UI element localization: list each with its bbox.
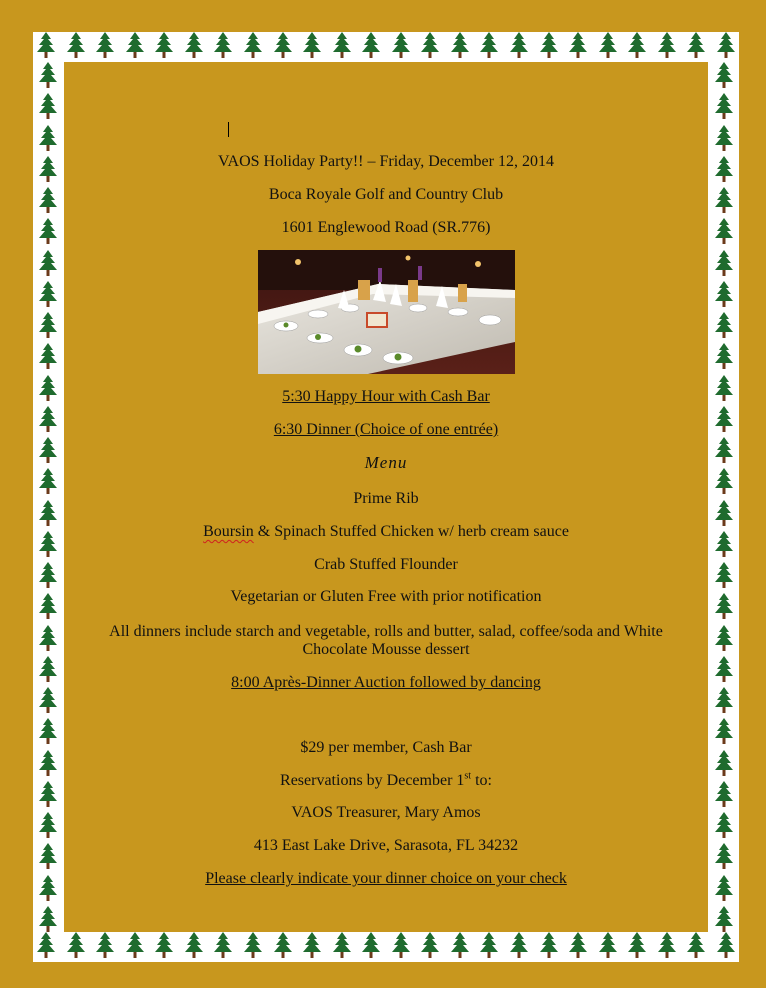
- pine-tree-icon: [715, 406, 733, 432]
- treasurer-address: 413 East Lake Drive, Sarasota, FL 34232: [253, 837, 519, 854]
- pine-tree-icon: [39, 562, 57, 588]
- pine-tree-icon: [715, 468, 733, 494]
- pine-tree-icon: [39, 656, 57, 682]
- pine-tree-icon: [715, 312, 733, 338]
- pine-tree-icon: [715, 718, 733, 744]
- pine-tree-icon: [39, 812, 57, 838]
- pine-tree-icon: [274, 932, 292, 962]
- pine-tree-icon: [510, 932, 528, 962]
- pine-tree-icon: [569, 932, 587, 962]
- pine-tree-icon: [96, 32, 114, 62]
- pine-tree-icon: [540, 932, 558, 962]
- pine-tree-icon: [392, 32, 410, 62]
- pine-tree-icon: [214, 932, 232, 962]
- pine-tree-icon: [715, 281, 733, 307]
- pine-tree-icon: [715, 656, 733, 682]
- text-cursor: [228, 122, 229, 137]
- pine-tree-icon: [715, 687, 733, 713]
- pine-tree-icon: [39, 437, 57, 463]
- pine-tree-icon: [715, 625, 733, 651]
- pine-tree-icon: [715, 812, 733, 838]
- pine-tree-icon: [569, 32, 587, 62]
- pine-tree-icon: [392, 932, 410, 962]
- pine-tree-icon: [39, 93, 57, 119]
- menu-heading: Menu: [364, 453, 408, 472]
- pine-tree-icon: [39, 468, 57, 494]
- pine-tree-icon: [214, 32, 232, 62]
- tree-border-right: [709, 62, 739, 932]
- pine-tree-icon: [39, 718, 57, 744]
- pine-tree-icon: [715, 562, 733, 588]
- pine-tree-icon: [540, 32, 558, 62]
- pine-tree-icon: [333, 932, 351, 962]
- pine-tree-icon: [715, 437, 733, 463]
- pine-tree-icon: [715, 218, 733, 244]
- happy-hour-line: 5:30 Happy Hour with Cash Bar: [282, 388, 490, 405]
- pine-tree-icon: [715, 375, 733, 401]
- event-title: VAOS Holiday Party!! – Friday, December 12, 2014: [218, 153, 554, 170]
- banquet-table-photo: [258, 250, 515, 374]
- instruction-line: Please clearly indicate your dinner choice on your check: [205, 870, 567, 887]
- pine-tree-icon: [717, 932, 735, 962]
- pine-tree-icon: [37, 932, 55, 962]
- pine-tree-icon: [39, 593, 57, 619]
- menu-item-chicken-text: & Spinach Stuffed Chicken w/ herb cream sauce: [253, 523, 569, 540]
- pine-tree-icon: [39, 250, 57, 276]
- pine-tree-icon: [39, 218, 57, 244]
- pine-tree-icon: [67, 32, 85, 62]
- pine-tree-icon: [39, 375, 57, 401]
- pine-tree-icon: [39, 406, 57, 432]
- pine-tree-icon: [39, 62, 57, 88]
- pine-tree-icon: [39, 843, 57, 869]
- pine-tree-icon: [717, 32, 735, 62]
- tree-border-left: [33, 62, 63, 932]
- pine-tree-icon: [39, 312, 57, 338]
- pine-tree-icon: [480, 32, 498, 62]
- pine-tree-icon: [39, 906, 57, 932]
- pine-tree-icon: [628, 932, 646, 962]
- menu-item-chicken: [64, 523, 708, 541]
- treasurer-line: VAOS Treasurer, Mary Amos: [291, 804, 481, 821]
- venue-name: Boca Royale Golf and Country Club: [268, 186, 504, 203]
- pine-tree-icon: [39, 531, 57, 557]
- pine-tree-icon: [715, 250, 733, 276]
- pine-tree-icon: [185, 932, 203, 962]
- pine-tree-icon: [185, 32, 203, 62]
- reservations-to: to:: [471, 772, 492, 789]
- pine-tree-icon: [687, 932, 705, 962]
- pine-tree-icon: [421, 932, 439, 962]
- reservations-line: [64, 772, 708, 790]
- pine-tree-icon: [451, 932, 469, 962]
- pine-tree-icon: [715, 593, 733, 619]
- pine-tree-icon: [39, 781, 57, 807]
- flyer-content[interactable]: [64, 62, 708, 932]
- pine-tree-icon: [715, 500, 733, 526]
- pine-tree-icon: [39, 625, 57, 651]
- pine-tree-icon: [510, 32, 528, 62]
- pine-tree-icon: [362, 32, 380, 62]
- menu-item-prime-rib: Prime Rib: [353, 490, 419, 507]
- pine-tree-icon: [67, 932, 85, 962]
- dinner-includes: All dinners include starch and vegetable, rolls and butter, salad, coffee/soda and White Chocolate Mousse dessert: [109, 623, 663, 658]
- pine-tree-icon: [715, 531, 733, 557]
- menu-item-vegetarian: Vegetarian or Gluten Free with prior notification: [230, 588, 542, 605]
- tree-border-top: [33, 32, 739, 62]
- pine-tree-icon: [39, 187, 57, 213]
- pine-tree-icon: [303, 32, 321, 62]
- pine-tree-icon: [362, 932, 380, 962]
- pine-tree-icon: [37, 32, 55, 62]
- price-line: $29 per member, Cash Bar: [300, 739, 472, 756]
- pine-tree-icon: [715, 875, 733, 901]
- tree-border-bottom: [33, 932, 739, 962]
- dinner-line: 6:30 Dinner (Choice of one entrée): [273, 421, 499, 438]
- reservations-text: Reservations by December 1: [280, 772, 465, 789]
- pine-tree-icon: [39, 750, 57, 776]
- pine-tree-icon: [715, 187, 733, 213]
- pine-tree-icon: [715, 781, 733, 807]
- pine-tree-icon: [421, 32, 439, 62]
- pine-tree-icon: [599, 932, 617, 962]
- pine-tree-icon: [39, 687, 57, 713]
- spellcheck-word[interactable]: Boursin: [203, 523, 254, 540]
- pine-tree-icon: [480, 932, 498, 962]
- pine-tree-icon: [39, 875, 57, 901]
- pine-tree-icon: [687, 32, 705, 62]
- pine-tree-icon: [715, 62, 733, 88]
- pine-tree-icon: [599, 32, 617, 62]
- pine-tree-icon: [715, 906, 733, 932]
- reservations-suffix: st: [464, 770, 472, 782]
- pine-tree-icon: [715, 125, 733, 151]
- pine-tree-icon: [126, 932, 144, 962]
- pine-tree-icon: [126, 32, 144, 62]
- pine-tree-icon: [244, 932, 262, 962]
- pine-tree-icon: [155, 32, 173, 62]
- pine-tree-icon: [715, 750, 733, 776]
- pine-tree-icon: [96, 932, 114, 962]
- pine-tree-icon: [715, 843, 733, 869]
- menu-item-flounder: Crab Stuffed Flounder: [314, 556, 458, 573]
- auction-line: 8:00 Après-Dinner Auction followed by dancing: [231, 674, 541, 691]
- pine-tree-icon: [658, 932, 676, 962]
- pine-tree-icon: [39, 125, 57, 151]
- pine-tree-icon: [303, 932, 321, 962]
- pine-tree-icon: [628, 32, 646, 62]
- document-page: [33, 32, 739, 962]
- pine-tree-icon: [244, 32, 262, 62]
- pine-tree-icon: [39, 343, 57, 369]
- pine-tree-icon: [715, 156, 733, 182]
- pine-tree-icon: [274, 32, 292, 62]
- pine-tree-icon: [155, 932, 173, 962]
- pine-tree-icon: [333, 32, 351, 62]
- pine-tree-icon: [39, 281, 57, 307]
- pine-tree-icon: [451, 32, 469, 62]
- pine-tree-icon: [715, 343, 733, 369]
- pine-tree-icon: [715, 93, 733, 119]
- pine-tree-icon: [39, 156, 57, 182]
- pine-tree-icon: [658, 32, 676, 62]
- pine-tree-icon: [39, 500, 57, 526]
- venue-address: 1601 Englewood Road (SR.776): [281, 219, 491, 236]
